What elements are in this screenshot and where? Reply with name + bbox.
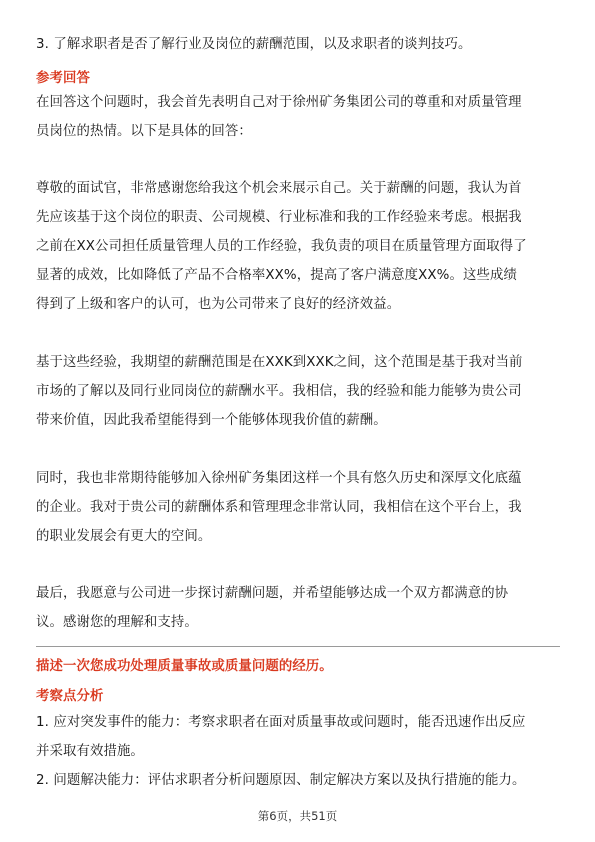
para2-line-1: 基于这些经验，我期望的薪酬范围是在XXK到XXK之间，这个范围是基于我对当前	[36, 355, 523, 370]
para1-line-3: 之前在XX公司担任质量管理人员的工作经验，我负责的项目在质量管理方面取得了	[36, 239, 527, 254]
analysis-point-2: 2. 问题解决能力：评估求职者分析问题原因、制定解决方案以及执行措施的能力。	[36, 773, 526, 788]
para2-line-2: 市场的了解以及同行业同岗位的薪酬水平。我相信，我的经验和能力能够为贵公司	[36, 384, 522, 399]
para4-line-1: 最后，我愿意与公司进一步探讨薪酬问题，并希望能够达成一个双方都满意的协	[36, 586, 509, 601]
para4-line-2: 议。感谢您的理解和支持。	[36, 615, 198, 630]
para1-line-4: 显著的成效，比如降低了产品不合格率XX%，提高了客户满意度XX%。这些成绩	[36, 268, 517, 283]
analysis-heading: 考察点分析	[36, 689, 104, 704]
para1-line-5: 得到了上级和客户的认可，也为公司带来了良好的经济效益。	[36, 297, 401, 312]
para3-line-2: 的企业。我对于贵公司的薪酬体系和管理理念非常认同，我相信在这个平台上，我	[36, 500, 522, 515]
intro-line-2: 员岗位的热情。以下是具体的回答：	[36, 124, 252, 139]
para3-line-1: 同时，我也非常期待能够加入徐州矿务集团这样一个具有悠久历史和深厚文化底蕴	[36, 471, 522, 486]
para2-line-3: 带来价值，因此我希望能得到一个能够体现我价值的薪酬。	[36, 413, 387, 428]
document-page	[36, 0, 560, 842]
page-number: 第6页，共51页	[257, 809, 338, 823]
analysis-point-1-line-1: 1. 应对突发事件的能力：考察求职者在面对质量事故或问题时，能否迅速作出反应	[36, 715, 526, 730]
para1-line-1: 尊敬的面试官，非常感谢您给我这个机会来展示自己。关于薪酬的问题，我认为首	[36, 181, 522, 196]
para1-line-2: 先应该基于这个岗位的职责、公司规模、行业标准和我的工作经验来考虑。根据我	[36, 210, 522, 225]
assessment-point-3: 3. 了解求职者是否了解行业及岗位的薪酬范围，以及求职者的谈判技巧。	[36, 37, 472, 52]
intro-line-1: 在回答这个问题时，我会首先表明自己对于徐州矿务集团公司的尊重和对质量管理	[36, 95, 522, 110]
question-heading: 描述一次您成功处理质量事故或质量问题的经历。	[36, 659, 333, 674]
para3-line-3: 的职业发展会有更大的空间。	[36, 529, 212, 544]
section-divider	[36, 646, 560, 647]
analysis-point-1-line-2: 并采取有效措施。	[36, 744, 144, 759]
answer-heading: 参考回答	[36, 71, 90, 86]
